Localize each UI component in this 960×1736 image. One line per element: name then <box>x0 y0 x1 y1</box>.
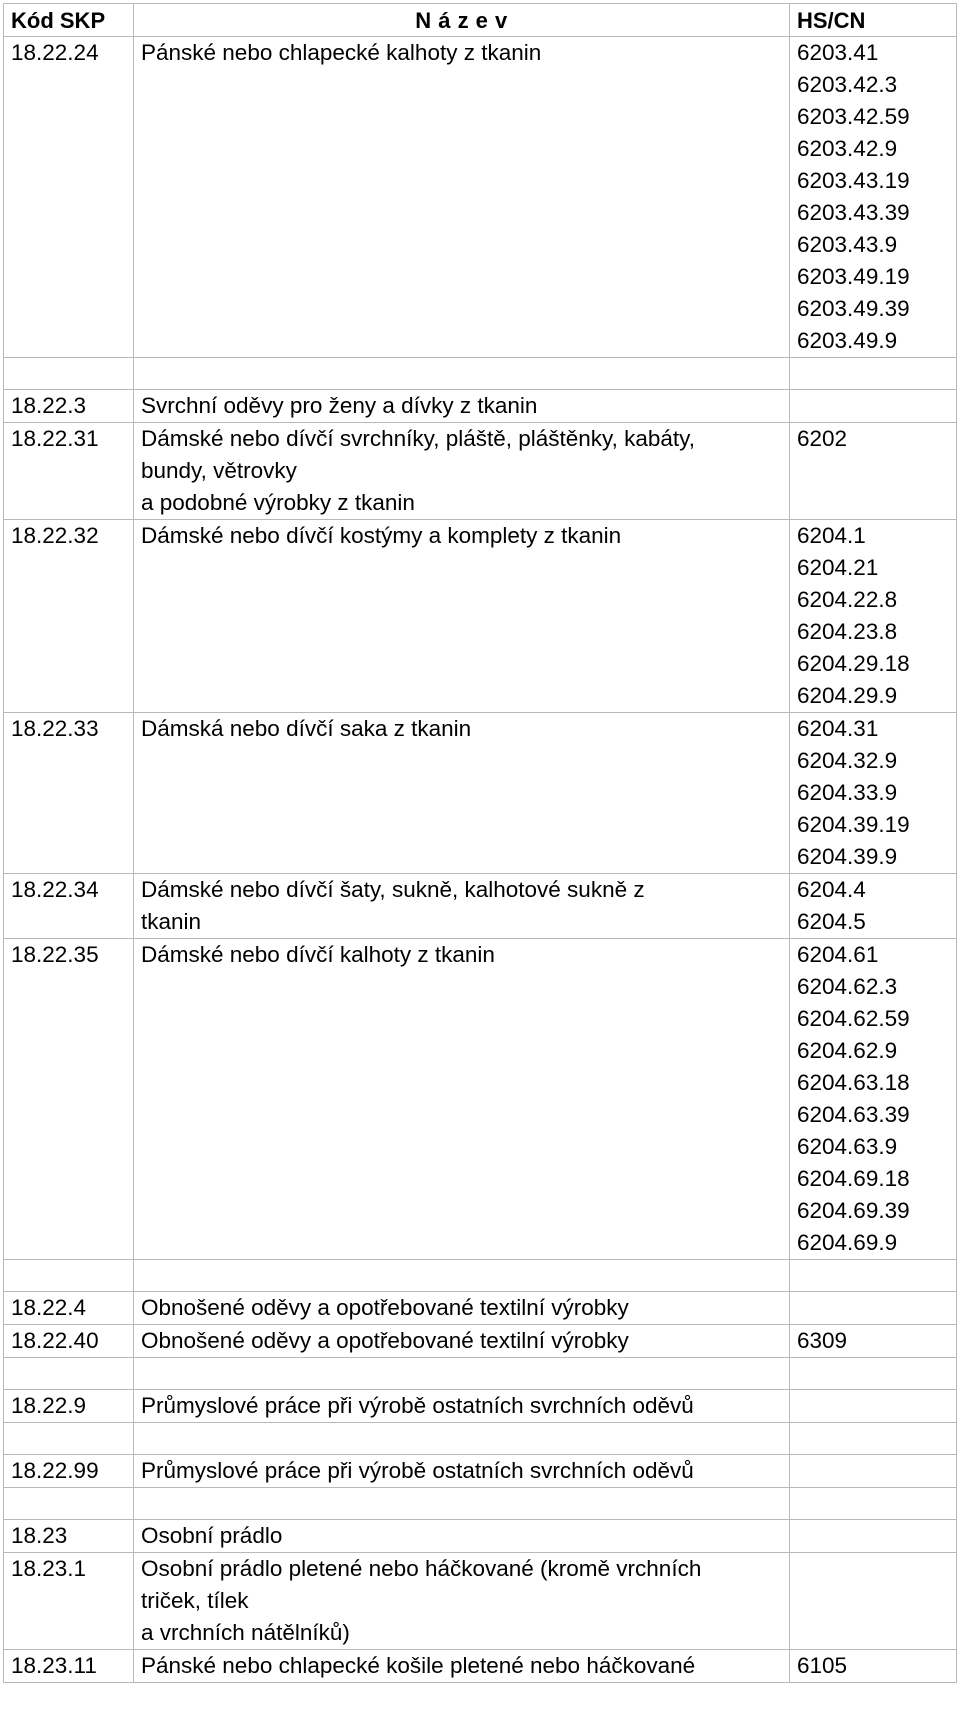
row-name: Dámské nebo dívčí šaty, sukně, kalhotové sukně z tkanin <box>134 874 790 939</box>
row-name <box>134 1488 790 1520</box>
row-code: 18.22.24 <box>3 37 134 358</box>
row-hs-cn <box>790 1358 957 1390</box>
row-code: 18.22.4 <box>3 1292 134 1325</box>
row-hs-cn: 6204.61 6204.62.3 6204.62.59 6204.62.9 6204.63.18 6204.63.39 6204.63.9 6204.69.18 6204.69.39 6204.69.9 <box>790 939 957 1260</box>
row-name: Dámské nebo dívčí svrchníky, pláště, pláštěnky, kabáty, bundy, větrovky a podobné výrobky z tkanin <box>134 423 790 520</box>
row-code: 18.22.31 <box>3 423 134 520</box>
row-code: 18.22.33 <box>3 713 134 874</box>
row-hs-cn <box>790 390 957 423</box>
row-hs-cn: 6203.41 6203.42.3 6203.42.59 6203.42.9 6203.43.19 6203.43.39 6203.43.9 6203.49.19 6203.49.39 6203.49.9 <box>790 37 957 358</box>
row-code: 18.23 <box>3 1520 134 1553</box>
row-code <box>3 1488 134 1520</box>
table-row <box>3 1488 957 1520</box>
row-name: Průmyslové práce při výrobě ostatních svrchních oděvů <box>134 1455 790 1488</box>
table-row <box>3 358 957 390</box>
row-code: 18.22.3 <box>3 390 134 423</box>
row-code: 18.23.1 <box>3 1553 134 1650</box>
row-name: Dámské nebo dívčí kostýmy a komplety z tkanin <box>134 520 790 713</box>
table-row <box>3 1553 957 1650</box>
row-code <box>3 1260 134 1292</box>
row-name <box>134 358 790 390</box>
row-name: Obnošené oděvy a opotřebované textilní výrobky <box>134 1292 790 1325</box>
header-name: N á z e v <box>134 3 790 37</box>
row-name <box>134 1260 790 1292</box>
row-name: Dámské nebo dívčí kalhoty z tkanin <box>134 939 790 1260</box>
row-hs-cn: 6204.31 6204.32.9 6204.33.9 6204.39.19 6204.39.9 <box>790 713 957 874</box>
row-code <box>3 1423 134 1455</box>
row-name: Osobní prádlo <box>134 1520 790 1553</box>
table-row <box>3 520 957 713</box>
row-code: 18.22.35 <box>3 939 134 1260</box>
table-row <box>3 390 957 423</box>
row-code: 18.22.99 <box>3 1455 134 1488</box>
skp-code-table <box>3 3 957 1683</box>
table-row <box>3 1325 957 1358</box>
row-code: 18.22.40 <box>3 1325 134 1358</box>
row-name: Svrchní oděvy pro ženy a dívky z tkanin <box>134 390 790 423</box>
row-hs-cn: 6204.1 6204.21 6204.22.8 6204.23.8 6204.29.18 6204.29.9 <box>790 520 957 713</box>
table-row <box>3 37 957 358</box>
row-code: 18.22.34 <box>3 874 134 939</box>
row-hs-cn <box>790 1520 957 1553</box>
row-name <box>134 1423 790 1455</box>
row-hs-cn: 6204.4 6204.5 <box>790 874 957 939</box>
table-row <box>3 1358 957 1390</box>
table-row <box>3 939 957 1260</box>
row-code: 18.23.11 <box>3 1650 134 1683</box>
row-code <box>3 358 134 390</box>
row-hs-cn <box>790 1390 957 1423</box>
row-name: Dámská nebo dívčí saka z tkanin <box>134 713 790 874</box>
row-name: Pánské nebo chlapecké košile pletené nebo háčkované <box>134 1650 790 1683</box>
row-code: 18.22.9 <box>3 1390 134 1423</box>
row-hs-cn <box>790 1423 957 1455</box>
row-hs-cn <box>790 1553 957 1650</box>
row-hs-cn <box>790 1260 957 1292</box>
table-body <box>3 37 957 1683</box>
row-hs-cn <box>790 358 957 390</box>
header-code: Kód SKP <box>3 3 134 37</box>
row-hs-cn <box>790 1488 957 1520</box>
header-hs-cn: HS/CN <box>790 3 957 37</box>
row-hs-cn: 6309 <box>790 1325 957 1358</box>
table-row <box>3 1455 957 1488</box>
table-row <box>3 713 957 874</box>
row-name: Průmyslové práce při výrobě ostatních svrchních oděvů <box>134 1390 790 1423</box>
row-hs-cn <box>790 1292 957 1325</box>
row-hs-cn: 6105 <box>790 1650 957 1683</box>
table-row <box>3 1650 957 1683</box>
table-row <box>3 423 957 520</box>
row-name <box>134 1358 790 1390</box>
row-name: Obnošené oděvy a opotřebované textilní výrobky <box>134 1325 790 1358</box>
row-name: Osobní prádlo pletené nebo háčkované (kromě vrchních triček, tílek a vrchních nátělníků) <box>134 1553 790 1650</box>
table-row <box>3 1260 957 1292</box>
table-row <box>3 1390 957 1423</box>
table-row <box>3 1292 957 1325</box>
row-hs-cn: 6202 <box>790 423 957 520</box>
row-name: Pánské nebo chlapecké kalhoty z tkanin <box>134 37 790 358</box>
table-row <box>3 1423 957 1455</box>
row-hs-cn <box>790 1455 957 1488</box>
table-row <box>3 1520 957 1553</box>
table-header <box>3 3 957 37</box>
row-code <box>3 1358 134 1390</box>
table-row <box>3 874 957 939</box>
row-code: 18.22.32 <box>3 520 134 713</box>
